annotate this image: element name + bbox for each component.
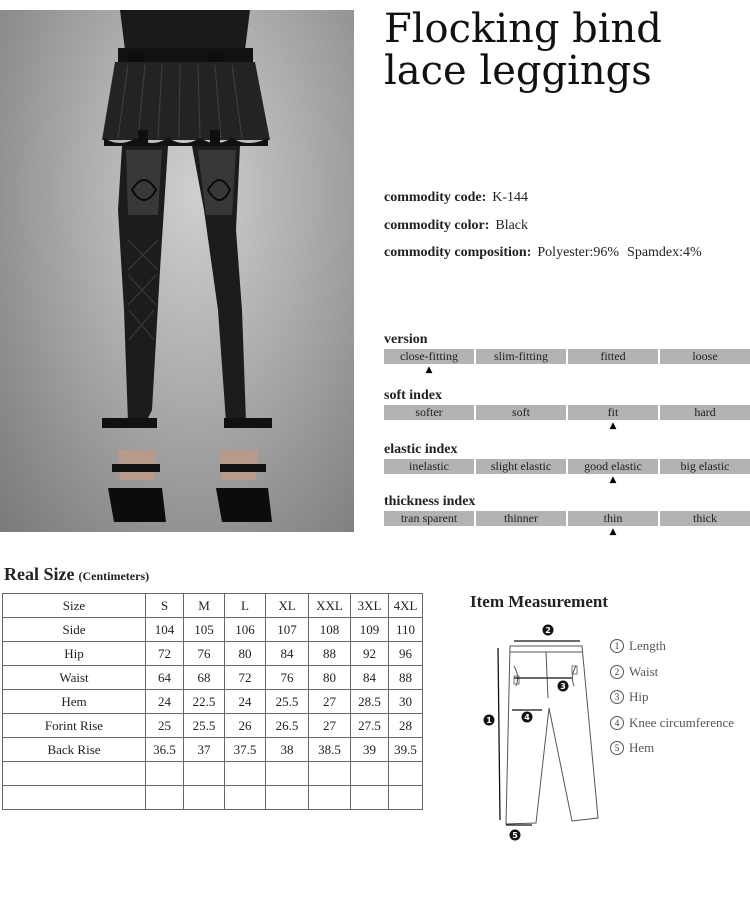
marker-slot [384, 474, 474, 486]
selected-marker-icon: ▲ [425, 365, 433, 375]
size-table [2, 593, 423, 810]
table-row-label: Hem [3, 690, 146, 714]
table-cell [266, 786, 309, 810]
legend-label: Waist [629, 663, 659, 679]
marker-slot [568, 364, 658, 376]
table-cell: 39 [351, 738, 389, 762]
table-cell: 38.5 [309, 738, 351, 762]
table-row [3, 618, 423, 642]
table-cell: 110 [389, 618, 423, 642]
marker-label: 3 [560, 682, 566, 691]
table-cell [146, 786, 184, 810]
composition-polyester: Polyester:96% [537, 245, 620, 260]
scale-marker-row [384, 420, 750, 432]
table-cell: 72 [146, 642, 184, 666]
table-cell: 24 [146, 690, 184, 714]
legend-label: Hip [629, 689, 649, 704]
table-cell: 39.5 [389, 738, 423, 762]
table-cell: M [184, 594, 225, 618]
table-cell: 22.5 [184, 690, 225, 714]
table-cell: S [146, 594, 184, 618]
scale-option: slight elastic [476, 459, 566, 474]
table-cell: 76 [266, 666, 309, 690]
table-cell [351, 762, 389, 786]
legend-item-knee [610, 713, 734, 739]
marker-slot [384, 420, 474, 432]
table-cell: 26.5 [266, 714, 309, 738]
table-cell [225, 762, 266, 786]
scale-option: thin [568, 511, 658, 526]
scale-marker-row [384, 474, 750, 486]
scale-option: tran sparent [384, 511, 474, 526]
legend-number: 1 [610, 639, 624, 653]
length-arrow [498, 648, 500, 820]
table-cell: 109 [351, 618, 389, 642]
table-cell: XXL [309, 594, 351, 618]
table-row [3, 762, 423, 786]
legend-item-length [610, 636, 734, 662]
table-cell: 107 [266, 618, 309, 642]
table-row [3, 714, 423, 738]
commodity-color-value: Black [495, 218, 529, 233]
commodity-composition-row [384, 245, 702, 261]
scale-option: softer [384, 405, 474, 420]
version-scale [384, 331, 750, 376]
marker-label: 4 [524, 713, 530, 722]
scale-name: elastic index [384, 442, 458, 457]
table-cell [351, 786, 389, 810]
table-cell: 88 [309, 642, 351, 666]
commodity-code-value: K-144 [492, 190, 529, 205]
commodity-code-label: commodity code: [384, 190, 487, 205]
table-cell: XL [266, 594, 309, 618]
size-table-body [3, 594, 423, 810]
table-cell: 37.5 [225, 738, 266, 762]
scale-name: thickness index [384, 494, 476, 509]
product-title: Flocking bind lace leggings [384, 6, 662, 94]
product-photo [0, 10, 354, 532]
item-measurement-title: Item Measurement [470, 592, 609, 611]
legend-label: Length [629, 638, 666, 653]
left-pocket-detail [514, 676, 519, 684]
table-cell [309, 786, 351, 810]
scale-option: inelastic [384, 459, 474, 474]
table-cell [146, 762, 184, 786]
table-cell: 26 [225, 714, 266, 738]
marker-label: 1 [486, 716, 492, 725]
table-cell [309, 762, 351, 786]
table-row-label: Size [3, 594, 146, 618]
table-row-label: Hip [3, 642, 146, 666]
scale-option: soft [476, 405, 566, 420]
scale-marker-row [384, 526, 750, 538]
table-cell: 84 [351, 666, 389, 690]
real-size-title: Real Size [4, 564, 75, 584]
scale-name: soft index [384, 388, 442, 403]
marker-slot [660, 420, 750, 432]
table-cell: 72 [225, 666, 266, 690]
scale-option: thick [660, 511, 750, 526]
real-size-heading [4, 564, 149, 585]
table-cell: 25.5 [266, 690, 309, 714]
table-row-label [3, 762, 146, 786]
elastic-index-scale [384, 441, 750, 486]
commodity-color-label: commodity color: [384, 218, 490, 233]
table-row [3, 666, 423, 690]
table-cell: 76 [184, 642, 225, 666]
marker-label: 5 [512, 831, 518, 840]
marker-slot [476, 364, 566, 376]
pants-measurement-diagram [476, 618, 606, 848]
scale-option: fit [568, 405, 658, 420]
table-cell [184, 762, 225, 786]
marker-slot [476, 474, 566, 486]
table-cell: 24 [225, 690, 266, 714]
table-row [3, 642, 423, 666]
table-cell: 36.5 [146, 738, 184, 762]
table-cell: 80 [309, 666, 351, 690]
table-cell: L [225, 594, 266, 618]
measurement-legend [610, 636, 734, 764]
marker-slot [660, 526, 750, 538]
model-wearing-leggings-illustration [0, 10, 354, 532]
table-cell: 3XL [351, 594, 389, 618]
commodity-code-row [384, 190, 528, 206]
soft-index-scale [384, 387, 750, 432]
table-row-label: Forint Rise [3, 714, 146, 738]
legend-number: 2 [610, 665, 624, 679]
table-cell: 28 [389, 714, 423, 738]
table-cell [266, 762, 309, 786]
selected-marker-icon: ▲ [609, 421, 617, 431]
real-size-unit: (Centimeters) [78, 569, 150, 583]
scale-option: loose [660, 349, 750, 364]
table-row-label: Back Rise [3, 738, 146, 762]
scale-option: good elastic [568, 459, 658, 474]
table-cell: 30 [389, 690, 423, 714]
table-cell: 64 [146, 666, 184, 690]
table-row-label [3, 786, 146, 810]
table-cell: 105 [184, 618, 225, 642]
scale-option: thinner [476, 511, 566, 526]
scale-option: close-fitting [384, 349, 474, 364]
table-cell [225, 786, 266, 810]
table-cell: 38 [266, 738, 309, 762]
table-cell: 25.5 [184, 714, 225, 738]
table-row [3, 786, 423, 810]
table-cell [389, 786, 423, 810]
table-cell: 84 [266, 642, 309, 666]
legend-label: Knee circumference [629, 714, 735, 730]
marker-slot [660, 364, 750, 376]
fly-line [546, 652, 548, 698]
selected-marker-icon: ▲ [609, 527, 617, 537]
right-pocket-shape [572, 666, 576, 686]
legend-item-waist [610, 662, 734, 688]
table-cell: 27 [309, 690, 351, 714]
table-cell: 27.5 [351, 714, 389, 738]
scale-option: big elastic [660, 459, 750, 474]
scale-marker-row [384, 364, 750, 376]
commodity-composition-label: commodity composition: [384, 245, 532, 260]
scale-option: hard [660, 405, 750, 420]
scale-option: fitted [568, 349, 658, 364]
legend-item-hem [610, 738, 734, 764]
table-cell: 96 [389, 642, 423, 666]
thickness-index-scale [384, 493, 750, 538]
marker-slot [660, 474, 750, 486]
marker-slot [384, 526, 474, 538]
table-cell [184, 786, 225, 810]
legend-number: 5 [610, 741, 624, 755]
table-row [3, 738, 423, 762]
table-cell: 37 [184, 738, 225, 762]
composition-spandex: Spamdex:4% [627, 245, 702, 260]
table-cell: 25 [146, 714, 184, 738]
legend-number: 4 [610, 716, 624, 730]
marker-slot [476, 420, 566, 432]
pants-outline-shape [506, 646, 598, 824]
table-cell: 80 [225, 642, 266, 666]
legend-number: 3 [610, 690, 624, 704]
table-cell: 106 [225, 618, 266, 642]
table-cell: 104 [146, 618, 184, 642]
table-row-label: Side [3, 618, 146, 642]
table-cell [389, 762, 423, 786]
table-cell: 92 [351, 642, 389, 666]
table-cell: 28.5 [351, 690, 389, 714]
legend-item-hip [610, 687, 734, 713]
scale-option: slim-fitting [476, 349, 566, 364]
table-cell: 27 [309, 714, 351, 738]
marker-slot [476, 526, 566, 538]
table-row [3, 690, 423, 714]
table-cell: 88 [389, 666, 423, 690]
table-row-label: Waist [3, 666, 146, 690]
size-table-header-row [3, 594, 423, 618]
table-cell: 4XL [389, 594, 423, 618]
table-cell: 68 [184, 666, 225, 690]
commodity-color-row [384, 218, 528, 234]
selected-marker-icon: ▲ [609, 475, 617, 485]
legend-label: Hem [629, 740, 655, 755]
table-cell: 108 [309, 618, 351, 642]
marker-label: 2 [545, 626, 551, 635]
scale-name: version [384, 332, 428, 347]
